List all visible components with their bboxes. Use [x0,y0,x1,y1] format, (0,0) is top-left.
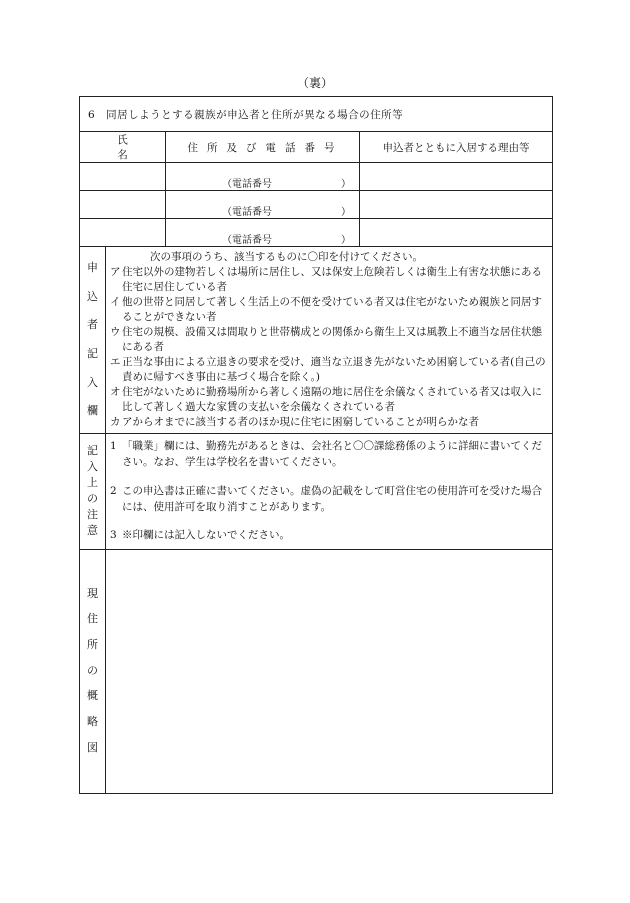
condition-text: 住宅がないために勤務場所から著しく遠隔の地に居住を余儀なくされている者又は収入に比して著しく過大な家賃の支払いを余儀なくされている者 [122,386,542,413]
applicant-intro: 次の事項のうち、該当するものに〇印を付けてください。 [150,251,423,263]
relative-name-field[interactable] [80,163,166,191]
notes-section-label [80,434,106,550]
header-address-phone: 住所及び電話番号 [166,132,360,163]
relative-reason-field[interactable] [360,191,553,219]
condition-mark: エ [110,356,121,368]
relative-name-field[interactable] [80,219,166,247]
phone-close: ） [341,207,351,218]
map-section-label-text [80,588,105,754]
vertical-label-char: 記 [87,443,98,457]
phone-label: （電話番号 [222,179,272,190]
vertical-label-char: 概 [87,689,98,703]
phone-line [166,219,359,246]
map-section-label [80,549,106,793]
vertical-label-char: 申 [87,261,98,275]
relative-address-field[interactable] [166,191,360,219]
vertical-label-char: 欄 [87,404,98,418]
condition-text: アからオまでに該当する者のほか現に住宅に困窮していることが明らかな者 [122,416,479,428]
vertical-label-char: の [87,663,98,677]
section6-title-row [80,97,553,132]
note-number: 2 [110,485,117,497]
vertical-label-char: 住 [87,612,98,626]
phone-close: ） [341,179,351,190]
note-item [110,439,544,470]
relative-reason-field[interactable] [360,219,553,247]
relative-row [80,191,553,219]
condition-text: 住宅の規模、設備又は間取りと世帯構成との関係から衛生上又は風教上不適当な居住状態にある者 [122,326,542,353]
vertical-label-char: 記 [87,347,98,360]
condition-item[interactable] [110,265,548,295]
phone-line [166,191,359,218]
applicant-items-cell [106,247,553,434]
condition-mark: イ [110,296,121,308]
map-section-row [80,549,553,793]
note-item [110,528,544,544]
notes-section-label-text [80,445,105,538]
note-number: 1 [110,440,117,452]
vertical-label-char: 図 [87,740,98,754]
notes-cell [106,434,553,550]
condition-item[interactable] [110,325,548,355]
condition-item[interactable] [110,415,548,430]
note-text: この申込書は正確に書いてください。虚偽の記載をして町営住宅の使用許可を受けた場合には、使用許可を取り消すことがあります。 [122,485,542,513]
vertical-label-char: 込 [87,289,98,303]
condition-text: 正当な事由による立退きの要求を受け、適当な立退き先がないため困窮している者(自己の責めに帰すべき事由に基づく場合を除く。) [122,356,546,383]
condition-mark: ウ [110,326,121,338]
header-name: 氏名 [80,132,166,163]
note-item [110,484,544,515]
phone-close: ） [341,235,351,246]
relative-address-field[interactable] [166,219,360,247]
condition-mark: カ [110,416,121,428]
notes-section-row [80,434,553,550]
vertical-label-char: 上 [87,475,98,489]
phone-line [166,163,359,190]
vertical-label-char: 注 [87,508,98,522]
section6-header-row [80,132,553,163]
relative-address-field[interactable] [166,163,360,191]
page-side-label: （裏） [296,76,333,90]
relative-name-field[interactable] [80,191,166,219]
vertical-label-char: 者 [87,318,98,332]
vertical-label-char: 現 [87,586,98,600]
condition-item[interactable] [110,355,548,385]
vertical-label-char: 入 [87,459,98,473]
vertical-label-char: 入 [87,375,98,389]
relative-reason-field[interactable] [360,163,553,191]
condition-item[interactable] [110,385,548,415]
header-reason: 申込者とともに入居する理由等 [360,132,553,163]
vertical-label-char: 略 [87,714,98,728]
phone-label: （電話番号 [222,235,272,246]
relative-row [80,163,553,191]
note-text: 「職業」欄には、勤務先があるときは、会社名と〇〇課総務係のように詳細に書いてください。なお、学生は学校名を書いてください。 [122,440,542,468]
applicant-section-label-text [80,262,105,418]
vertical-label-char: の [87,492,98,505]
vertical-label-char: 所 [87,638,98,652]
section6-title: 6 同居しようとする親族が申込者と住所が異なる場合の住所等 [80,97,553,132]
condition-text: 住宅以外の建物若しくは場所に居住し、又は保安上危険若しくは衛生上有害な状態にある住宅に居住している者 [122,266,542,293]
map-drawing-area[interactable] [106,549,553,793]
condition-item[interactable] [110,295,548,325]
note-text: ※印欄には記入しないでください。 [122,529,290,541]
phone-label: （電話番号 [222,207,272,218]
condition-mark: オ [110,386,121,398]
relative-row [80,219,553,247]
applicant-section-label [80,247,106,434]
vertical-label-char: 意 [87,524,98,538]
condition-text: 他の世帯と同居して著しく生活上の不便を受けている者又は住宅がないため親族と同居することができない者 [122,296,542,323]
applicant-section-row [80,247,553,434]
application-back-form [79,96,553,794]
condition-mark: ア [110,266,121,278]
note-number: 3 [110,529,117,541]
